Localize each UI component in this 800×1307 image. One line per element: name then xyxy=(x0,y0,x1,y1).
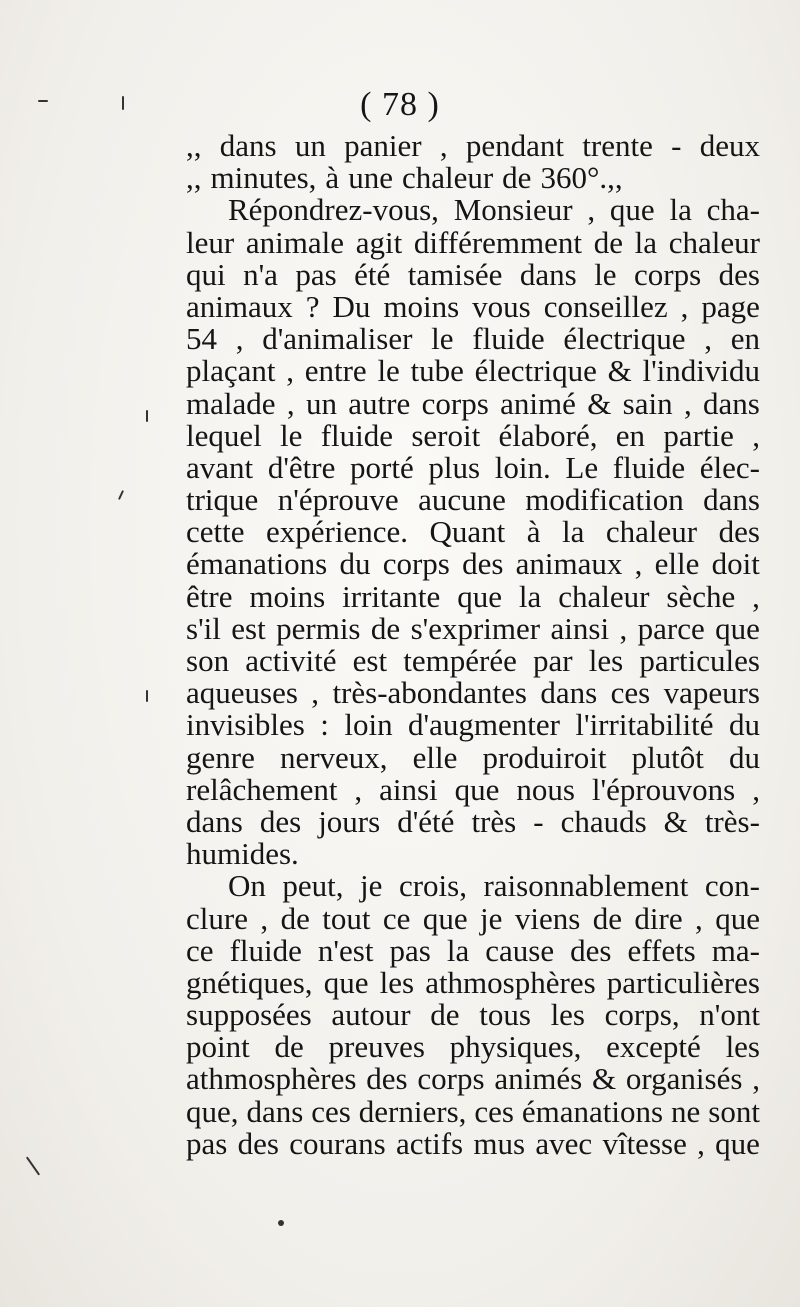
text-line: point de preuves physiques, excepté les xyxy=(186,1029,760,1065)
text-line: malade , un autre corps animé & sain , dans xyxy=(186,385,760,421)
text-line: être moins irritante que la chaleur sèche , xyxy=(186,578,760,614)
text-line: s'il est permis de s'exprimer ainsi , parce que xyxy=(186,610,760,646)
text-line: lequel le fluide seroit élaboré, en partie , xyxy=(186,417,760,453)
text-line: pas des courans actifs mus avec vîtesse , que xyxy=(186,1125,760,1161)
text-line: ,, minutes, à une chaleur de 360°.,, xyxy=(186,160,623,196)
text-line: athmosphères des corps animés & organisés , xyxy=(186,1061,760,1097)
text-line: relâchement , ainsi que nous l'éprouvons , xyxy=(186,771,760,807)
text-line: avant d'être porté plus loin. Le fluide élec- xyxy=(186,449,760,485)
text-line: qui n'a pas été tamisée dans le corps des xyxy=(186,256,760,292)
margin-speck xyxy=(278,1220,284,1226)
margin-speck xyxy=(118,490,124,500)
text-line: humides. xyxy=(186,836,299,872)
text-line: animaux ? Du moins vous conseillez , page xyxy=(186,288,760,324)
text-line: Répondrez-vous, Monsieur , que la cha- xyxy=(228,192,760,228)
text-line: leur animale agit différemment de la chaleur xyxy=(186,224,760,260)
body-text xyxy=(186,130,760,1160)
margin-speck xyxy=(146,410,148,422)
text-line: ce fluide n'est pas la cause des effets ma- xyxy=(186,932,760,968)
text-line: On peut, je crois, raisonnablement con- xyxy=(228,868,760,904)
text-line: supposées autour de tous les corps, n'ont xyxy=(186,997,760,1033)
margin-speck xyxy=(146,690,148,702)
text-line: aqueuses , très-abondantes dans ces vapeurs xyxy=(186,675,760,711)
text-line: trique n'éprouve aucune modification dans xyxy=(186,482,760,518)
text-line: dans des jours d'été très - chauds & très- xyxy=(186,803,760,839)
margin-speck xyxy=(26,1156,40,1175)
text-line: plaçant , entre le tube électrique & l'individu xyxy=(186,353,760,389)
text-line: cette expérience. Quant à la chaleur des xyxy=(186,514,760,550)
text-line: que, dans ces derniers, ces émanations ne sont xyxy=(186,1093,760,1129)
text-line: gnétiques, que les athmosphères particulières xyxy=(186,964,760,1000)
text-line: ,, dans un panier , pendant trente - deux xyxy=(186,128,760,163)
text-line: invisibles : loin d'augmenter l'irritabilité du xyxy=(186,707,760,743)
text-line: genre nerveux, elle produiroit plutôt du xyxy=(186,739,760,775)
text-line: clure , de tout ce que je viens de dire , que xyxy=(186,900,760,936)
page-number: ( 78 ) xyxy=(360,86,440,123)
text-line: 54 , d'animaliser le fluide électrique , en xyxy=(186,321,760,357)
text-line: son activité est tempérée par les particules xyxy=(186,643,760,678)
text-line: émanations du corps des animaux , elle doit xyxy=(186,546,760,582)
